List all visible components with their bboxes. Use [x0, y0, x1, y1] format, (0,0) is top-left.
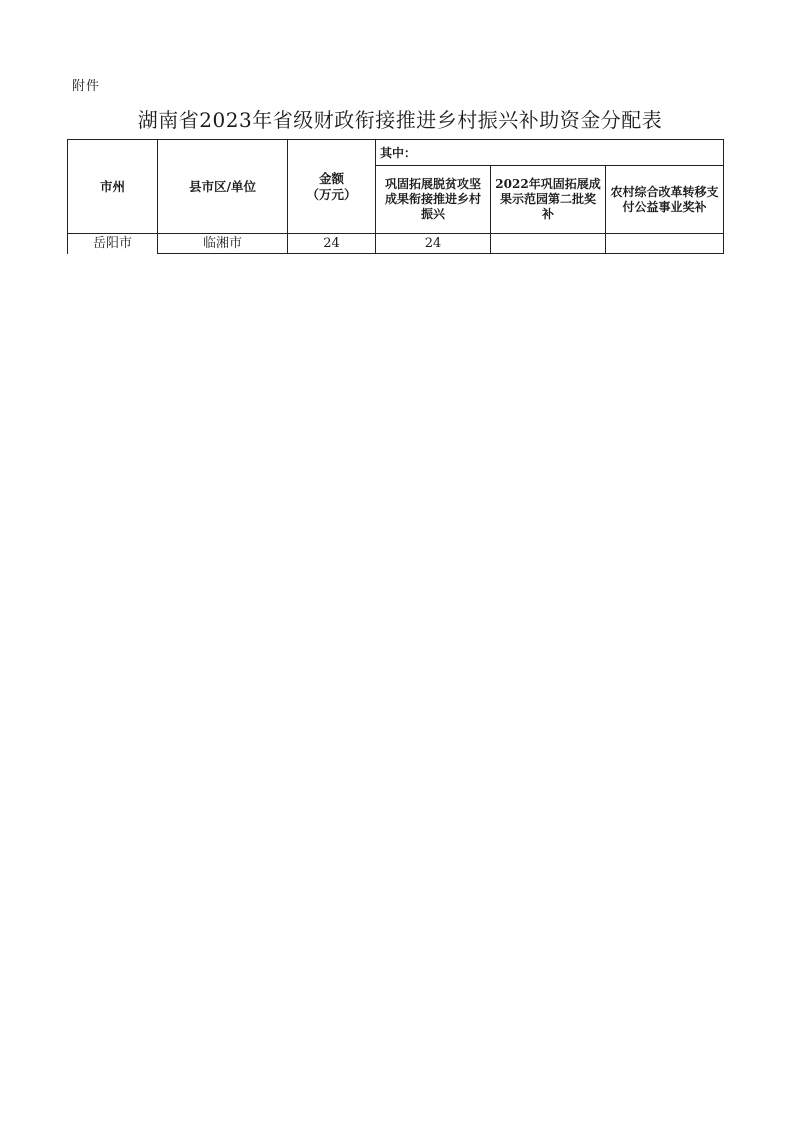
- table-row: [68, 234, 724, 254]
- document-title: 湖南省2023年省级财政衔接推进乡村振兴补助资金分配表: [137, 108, 663, 132]
- header-sub1: 巩固拓展脱贫攻坚成果衔接推进乡村振兴: [376, 166, 491, 234]
- allocation-table: [67, 139, 724, 254]
- cell-sub3: [606, 234, 724, 254]
- header-of-which: 其中：: [376, 140, 724, 166]
- cell-city: 岳阳市: [68, 234, 158, 254]
- header-sub3: 农村综合改革转移支付公益事业奖补: [606, 166, 724, 234]
- cell-county: 临湘市: [158, 234, 288, 254]
- allocation-table-wrapper: [67, 139, 724, 254]
- header-amount-line2: （万元）: [306, 186, 357, 202]
- cell-sub1: 24: [376, 234, 491, 254]
- header-city: 市州: [68, 140, 158, 234]
- cell-sub2: [491, 234, 606, 254]
- cell-amount: 24: [288, 234, 376, 254]
- header-amount-line1: 金额: [318, 170, 344, 186]
- header-amount: [288, 140, 376, 234]
- header-sub2: 2022年巩固拓展成果示范园第二批奖补: [491, 166, 606, 234]
- header-county: 县市区/单位: [158, 140, 288, 234]
- attachment-label: 附件: [72, 79, 101, 94]
